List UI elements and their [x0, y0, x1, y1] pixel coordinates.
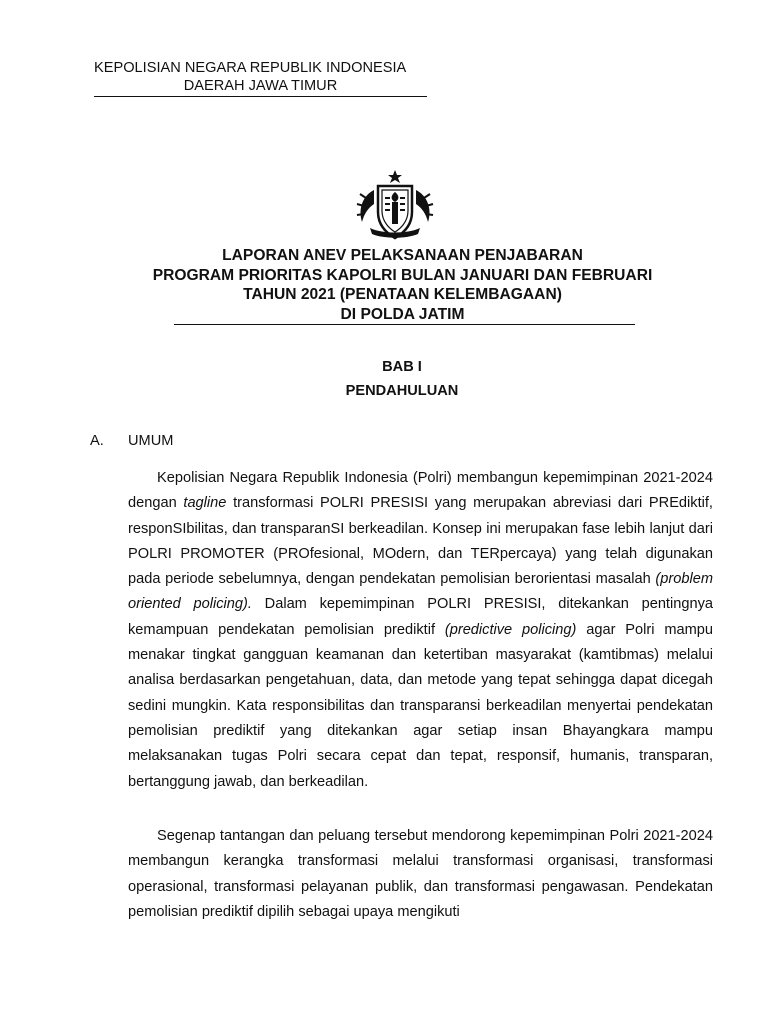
paragraph-1-part-5: Dalam kepemimpinan POLRI PRESISI, ditekankan pentingnya kemampuan pendekatan pemolisian prediktif: [128, 596, 713, 638]
section-title: UMUM: [128, 433, 174, 449]
paragraph-1-italic-predictive: (predictive policing): [444, 621, 577, 638]
paragraph-1-part-1: Kepolisian Negara Republik Indonesia (Polri) membangun kepemimpinan 2021-2024 dengan: [128, 470, 713, 512]
title-line-1: LAPORAN ANEV PELAKSANAAN PENJABARAN: [222, 247, 583, 264]
paragraph-1-italic-problem-oriented: (problem oriented policing).: [128, 571, 713, 613]
polri-emblem-icon: [352, 168, 438, 240]
header-line-2: DAERAH JAWA TIMUR: [183, 78, 338, 94]
title-line-3: TAHUN 2021 (PENATAAN KELEMBAGAAN): [243, 286, 562, 303]
title-underline: [174, 324, 635, 325]
section-letter: A.: [90, 433, 104, 449]
paragraph-1: [128, 466, 713, 795]
title-line-2: PROGRAM PRIORITAS KAPOLRI BULAN JANUARI DAN FEBRUARI: [152, 266, 653, 284]
paragraph-1-part-3: transformasi POLRI PRESISI yang merupakan abreviasi dari PREdiktif, responSIbilitas, dan transparanSI berkeadilan. Konsep ini merupakan fase lebih lanjut dari POLRI PROMOTER (PROfesional, MOdern, dan TERpercaya) yang telah digunakan pada periode sebelumnya, dengan pendekatan pemolisian berorientasi masalah: [128, 495, 713, 588]
chapter-name: PENDAHULUAN: [345, 383, 459, 399]
paragraph-2-text: Segenap tantangan dan peluang tersebut mendorong kepemimpinan Polri 2021-2024 membangun kerangka transformasi melalui transformasi organisasi, transformasi operasional, transformasi pelayanan publik, dan transformasi pengawasan. Pendekatan pemolisian prediktif dipilih sebagai upaya mengikuti: [128, 828, 713, 920]
section-heading: [90, 433, 390, 449]
report-title: [110, 246, 695, 324]
institution-header: [94, 59, 427, 97]
title-line-4: DI POLDA JATIM: [340, 305, 465, 323]
header-line-1: KEPOLISIAN NEGARA REPUBLIK INDONESIA: [94, 60, 407, 76]
paragraph-2: [128, 824, 713, 925]
paragraph-1-part-7: agar Polri mampu menakar tingkat gangguan keamanan dan ketertiban masyarakat (kamtibmas) melalui analisa berdasarkan pengetahuan, data, dan metode yang tepat sehingga dapat dicegah sedini mungkin. Kata responsibilitas dan transparansi berkeadilan menyertai pendekatan pemolisian prediktif yang ditekankan agar setiap insan Bhayangkara mampu melaksanakan tugas Polri secara cepat dan tepat, responsif, humanis, transparan, bertanggung jawab, dan berkeadilan.: [128, 621, 714, 790]
chapter-number: BAB I: [382, 359, 422, 375]
paragraph-1-italic-tagline: tagline: [183, 495, 227, 512]
